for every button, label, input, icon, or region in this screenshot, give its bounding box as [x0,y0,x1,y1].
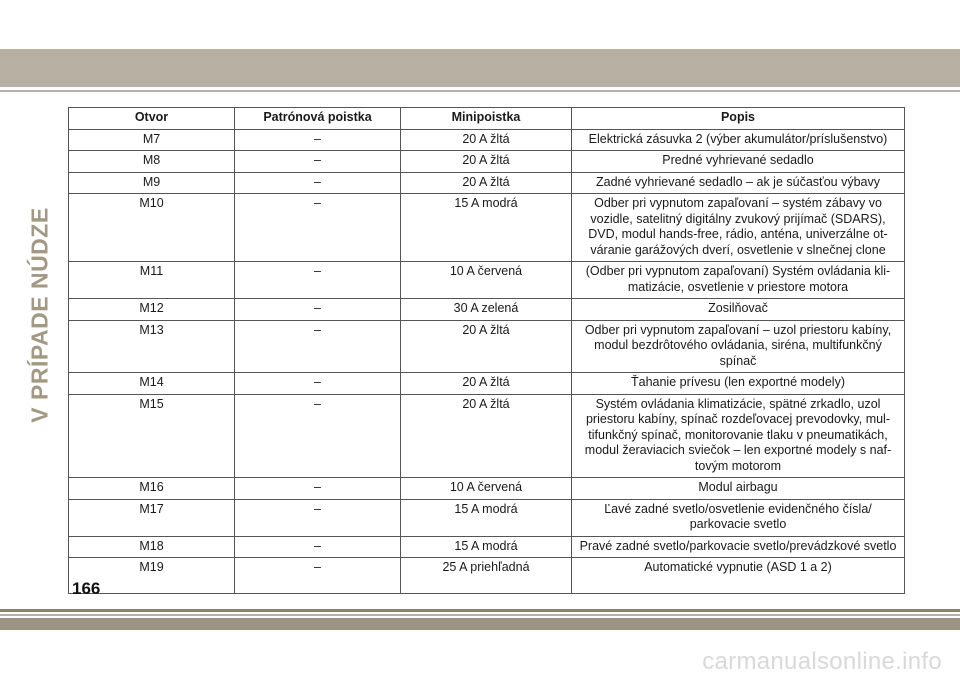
cell-popis: Elektrická zásuvka 2 (výber akumulátor/príslušenstvo) [572,129,905,151]
footer-rule-thin [0,614,960,616]
table-row [69,299,905,321]
column-header-minipoistka: Minipoistka [401,108,572,130]
cell-otvor: M17 [69,499,235,536]
cell-popis: Ťahanie prívesu (len exportné modely) [572,373,905,395]
table-row [69,558,905,594]
cell-popis: Modul airbagu [572,478,905,500]
cell-minipoistka: 10 A červená [401,478,572,500]
cell-minipoistka: 20 A žltá [401,151,572,173]
cell-patronova: – [235,262,401,299]
cell-popis: Automatické vypnutie (ASD 1 a 2) [572,558,905,594]
cell-otvor: M9 [69,172,235,194]
cell-otvor: M14 [69,373,235,395]
cell-otvor: M19 [69,558,235,594]
cell-minipoistka: 20 A žltá [401,320,572,373]
cell-otvor: M13 [69,320,235,373]
cell-patronova: – [235,478,401,500]
table-row [69,129,905,151]
cell-patronova: – [235,194,401,262]
cell-patronova: – [235,394,401,478]
cell-otvor: M18 [69,536,235,558]
cell-popis: Systém ovládania klimatizácie, spätné zrkadlo, uzol priestoru kabíny, spínač rozdeľovacej prevodovky, mul- tifunkčný spínač, monitorovanie tlaku v pneumatikách, modul žeraviacich sviečok – len exportné modely s naf- tovým motorom [572,394,905,478]
cell-otvor: M16 [69,478,235,500]
cell-minipoistka: 20 A žltá [401,129,572,151]
table-row [69,151,905,173]
cell-minipoistka: 20 A žltá [401,172,572,194]
cell-patronova: – [235,499,401,536]
cell-patronova: – [235,129,401,151]
column-header-otvor: Otvor [69,108,235,130]
cell-popis: Predné vyhrievané sedadlo [572,151,905,173]
cell-minipoistka: 15 A modrá [401,499,572,536]
table-row [69,536,905,558]
cell-otvor: M8 [69,151,235,173]
cell-popis: Pravé zadné svetlo/parkovacie svetlo/prevádzkové svetlo [572,536,905,558]
cell-minipoistka: 20 A žltá [401,373,572,395]
cell-otvor: M7 [69,129,235,151]
cell-otvor: M10 [69,194,235,262]
cell-patronova: – [235,536,401,558]
cell-popis: Odber pri vypnutom zapaľovaní – systém zábavy vo vozidle, satelitný digitálny zvukový prijímač (SDARS), DVD, modul hands-free, rádio, anténa, univerzálne ot- váranie garážových dverí, osvetlenie v slnečnej clone [572,194,905,262]
table-row [69,194,905,262]
cell-minipoistka: 25 A priehľadná [401,558,572,594]
cell-popis: Ľavé zadné svetlo/osvetlenie evidenčného čísla/ parkovacie svetlo [572,499,905,536]
cell-minipoistka: 20 A žltá [401,394,572,478]
watermark: carmanualsonline.info [702,648,942,675]
footer-band [0,618,960,630]
cell-patronova: – [235,151,401,173]
table-header-row [69,108,905,130]
cell-minipoistka: 15 A modrá [401,536,572,558]
cell-minipoistka: 10 A červená [401,262,572,299]
table-row [69,262,905,299]
table-row [69,478,905,500]
table-row [69,320,905,373]
table-row [69,499,905,536]
cell-otvor: M15 [69,394,235,478]
cell-popis: Zadné vyhrievané sedadlo – ak je súčasťou výbavy [572,172,905,194]
section-title-text: V PRÍPADE NÚDZE [26,207,53,423]
cell-patronova: – [235,373,401,395]
footer-rule [0,609,960,612]
cell-patronova: – [235,320,401,373]
fuse-table [68,107,905,594]
table-row [69,172,905,194]
column-header-patronova-poistka: Patrónová poistka [235,108,401,130]
table-row [69,394,905,478]
cell-minipoistka: 30 A zelená [401,299,572,321]
column-header-popis: Popis [572,108,905,130]
header-band [0,49,960,87]
cell-patronova: – [235,558,401,594]
cell-otvor: M12 [69,299,235,321]
header-rule [0,90,960,92]
cell-popis: (Odber pri vypnutom zapaľovaní) Systém ovládania kli- matizácie, osvetlenie v priestore motora [572,262,905,299]
cell-minipoistka: 15 A modrá [401,194,572,262]
cell-popis: Zosilňovač [572,299,905,321]
page-number: 166 [72,579,101,598]
cell-otvor: M11 [69,262,235,299]
cell-popis: Odber pri vypnutom zapaľovaní – uzol priestoru kabíny, modul bezdrôtového ovládania, siréna, multifunkčný spínač [572,320,905,373]
table-row [69,373,905,395]
cell-patronova: – [235,299,401,321]
cell-patronova: – [235,172,401,194]
